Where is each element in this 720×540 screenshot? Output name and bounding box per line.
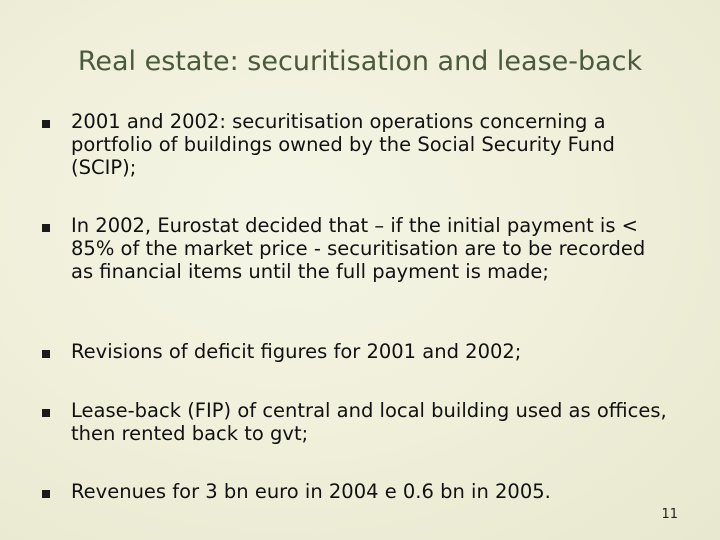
bullet-text: 2001 and 2002: securitisation operations concerning a portfolio of buildings owned by the Social Security Fund (SCIP);: [71, 110, 615, 179]
square-bullet-icon: [42, 409, 50, 417]
square-bullet-icon: [42, 350, 50, 358]
square-bullet-icon: [42, 490, 50, 498]
bullet-text: Lease-back (FIP) of central and local building used as offices, then rented back to gvt;: [71, 399, 667, 445]
page-number: 11: [661, 507, 678, 522]
bullet-text: In 2002, Eurostat decided that – if the initial payment is < 85% of the market price - securitisation are to be recorded as financial items until the full payment is made;: [71, 214, 646, 283]
bullet-text: Revisions of deficit figures for 2001 and 2002;: [71, 340, 522, 363]
square-bullet-icon: [42, 120, 50, 128]
square-bullet-icon: [42, 224, 50, 232]
bullet-text: Revenues for 3 bn euro in 2004 e 0.6 bn in 2005.: [71, 480, 551, 503]
slide-title: Real estate: securitisation and lease-back: [77, 46, 643, 77]
